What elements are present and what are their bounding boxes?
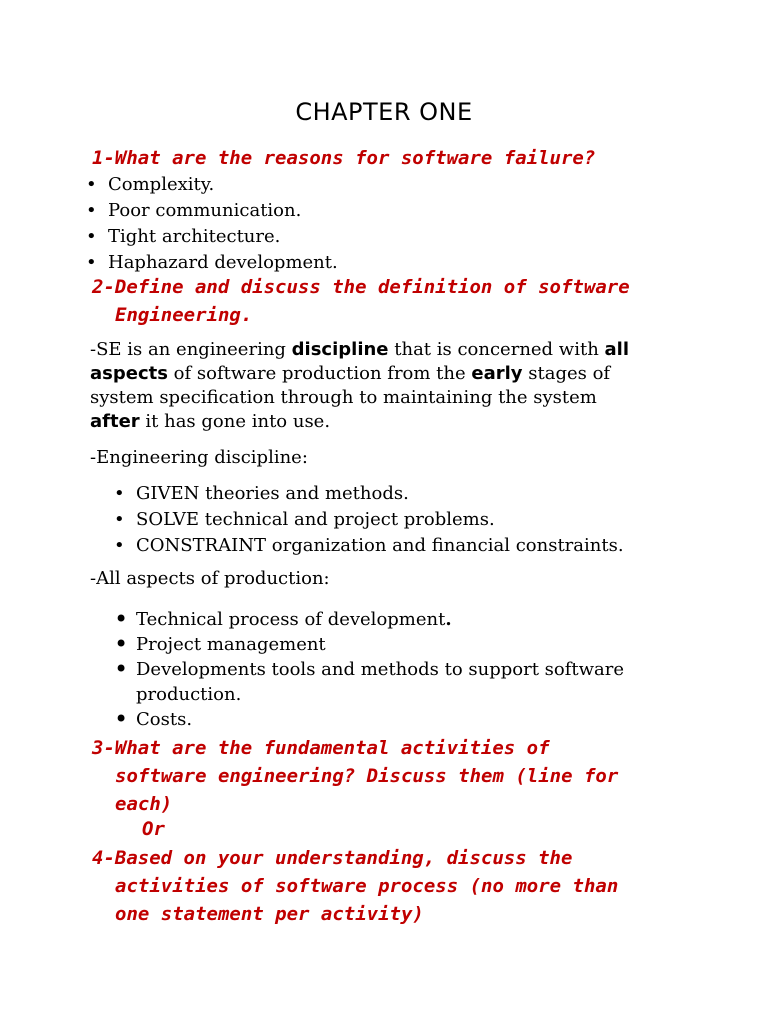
text-run: of software production from the	[167, 363, 472, 384]
list-item: • Costs.	[108, 707, 624, 732]
production-aspects-label: -All aspects of production:	[90, 568, 330, 589]
or-separator: Or	[142, 818, 165, 840]
text-run: stages of	[522, 363, 611, 384]
se-definition-paragraph	[90, 338, 629, 434]
text-run: it has gone into use.	[139, 411, 331, 432]
question-2-line-1: 2-Define and discuss the definition of software	[92, 276, 630, 298]
bold-text: all	[604, 339, 630, 360]
list-item: • Poor communication.	[80, 198, 338, 224]
se-definition-line-1	[90, 338, 629, 362]
bold-text: aspects	[90, 363, 168, 384]
bold-text: early	[471, 363, 523, 384]
question-2-line-2: Engineering.	[115, 304, 253, 326]
chapter-title: CHAPTER ONE	[295, 98, 473, 126]
question-4-line-2: activities of software process (no more than	[115, 875, 619, 897]
production-aspects-list	[108, 607, 624, 732]
list-item	[108, 657, 624, 707]
question-4-line-1: 4-Based on your understanding, discuss the	[92, 847, 573, 869]
question-4-line-3: one statement per activity)	[115, 903, 424, 925]
bold-text: discipline	[291, 339, 389, 360]
text-run: Developments tools and methods to support software	[136, 659, 625, 680]
list-item: • Project management	[108, 632, 624, 657]
question-1	[92, 144, 595, 172]
question-3	[92, 734, 618, 818]
list-item	[108, 607, 624, 632]
list-item: • CONSTRAINT organization and financial constraints.	[108, 533, 624, 559]
text-run: production.	[136, 684, 242, 705]
question-3-line-1: 3-What are the fundamental activities of	[92, 737, 550, 759]
question-3-line-3: each)	[115, 793, 173, 815]
list-item: • SOLVE technical and project problems.	[108, 507, 624, 533]
list-item: • Complexity.	[80, 172, 338, 198]
text-run: Technical process of development	[136, 609, 446, 630]
list-item: • Tight architecture.	[80, 224, 338, 250]
text-run: -SE is an engineering	[90, 339, 292, 360]
list-item: • GIVEN theories and methods.	[108, 481, 624, 507]
se-definition-line-2	[90, 362, 629, 386]
engineering-discipline-label: -Engineering discipline:	[90, 447, 308, 468]
question-2	[92, 273, 630, 329]
bold-text: after	[90, 411, 140, 432]
bold-text: .	[445, 609, 452, 630]
failure-reasons-list	[80, 172, 338, 276]
list-item: • Haphazard development.	[80, 250, 338, 276]
question-4	[92, 844, 618, 928]
question-1-line-1: 1-What are the reasons for software failure?	[92, 147, 596, 169]
engineering-discipline-list	[108, 481, 624, 559]
question-3-line-2: software engineering? Discuss them (line for	[115, 765, 619, 787]
se-definition-line-3: system specification through to maintaining the system	[90, 387, 597, 408]
se-definition-line-4	[90, 410, 629, 434]
text-run: that is concerned with	[388, 339, 605, 360]
